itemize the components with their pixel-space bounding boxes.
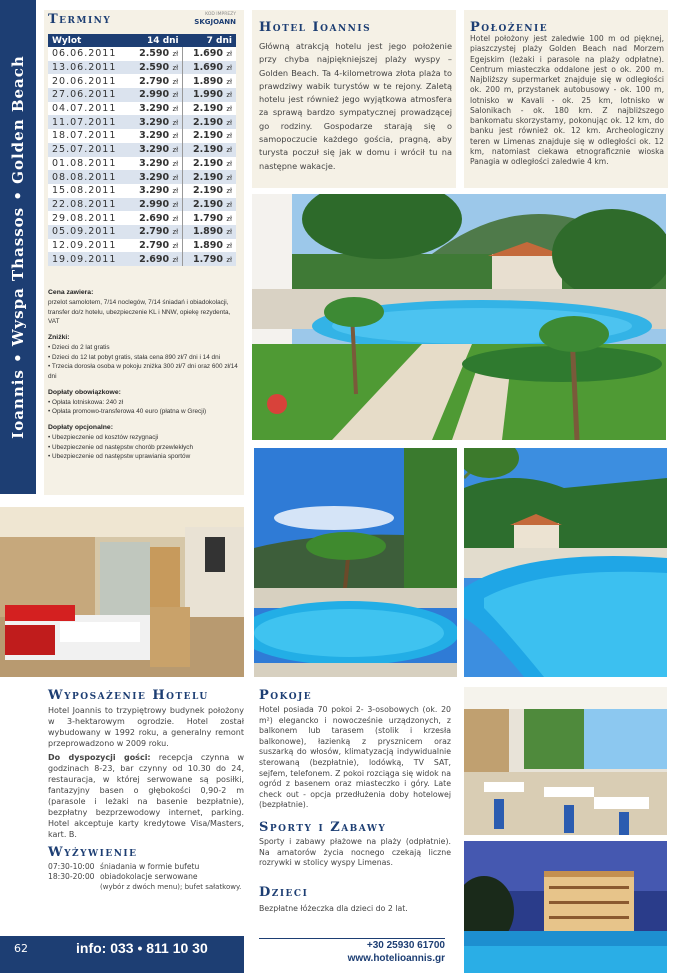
currency: zł	[172, 159, 179, 168]
price-7-cell	[183, 129, 236, 143]
currency: zł	[172, 91, 179, 100]
price-14-cell	[129, 184, 182, 198]
currency: zł	[226, 241, 232, 250]
price-7-cell	[183, 239, 236, 253]
departure-date: 12.09.2011	[52, 239, 117, 251]
table-row	[48, 184, 236, 198]
currency: zł	[226, 228, 232, 237]
price-7: 1.890	[192, 226, 224, 238]
page-number: 62	[14, 942, 28, 955]
wyposazenie-bold: Do dyspozycji gości:	[48, 753, 151, 763]
price-7-cell	[183, 88, 236, 102]
departure-date-cell	[48, 47, 129, 61]
wyposazenie-title: Wyposażenie Hotelu	[48, 688, 209, 703]
price-7: 1.690	[192, 48, 224, 60]
wyposazenie-p2: recepcja czynna w godzinach 8-23, bar czynny od 10.30 do 24, restauracja, w której serwowane są posiłki, fantazyjny basen o głębokości 0,90-2 m (parasole i leżaki na basenie bezpłatnie), bezpłatny bezprzewodowy internet, parking. Hotel akceptuje karty kredytowe Visa/Masters, kart. B.	[48, 753, 244, 840]
currency: zł	[172, 241, 179, 250]
currency: zł	[226, 159, 232, 168]
departure-date-cell	[48, 115, 129, 129]
price-14-cell	[129, 170, 182, 184]
hotel-text: Główną atrakcją hotelu jest jego położenie przy chyba najpiękniejszej plaży wyspy – Golden Beach. Ta 4-kilometrowa złota plaża to prawdziwy wabik turystów w te rejony. Zaletą hotelu jest również jego wyjątkowa atmosfera za sprawą bardzo sympatycznej prowadzącej go rodziny. Gospodarze starają się o samopoczucie każdego gościa, pragną, aby turysta poczuł się jak w domu i wrócił tu na następne wakacje.	[259, 41, 452, 171]
table-row	[48, 129, 236, 143]
list-item: • Opłata promowo-transferowa 40 euro (płatna w Grecji)	[48, 407, 242, 417]
price-14-cell	[129, 88, 182, 102]
list-item: • Trzecia dorosła osoba w pokoju zniżka 300 zł/7 dni oraz 600 zł/14 dni	[48, 362, 242, 381]
departure-date-cell	[48, 157, 129, 171]
code-label: KOD IMPREZY	[205, 12, 236, 17]
hotel-night-photo	[464, 841, 667, 973]
list-item: • Opłata lotniskowa: 240 zł	[48, 398, 242, 408]
price-14-cell	[129, 157, 182, 171]
currency: zł	[226, 255, 232, 264]
hotel-title: Hotel Ioannis	[259, 20, 372, 35]
price-14: 2.790	[139, 226, 170, 238]
table-row	[48, 225, 236, 239]
departure-date: 18.07.2011	[52, 130, 117, 142]
currency: zł	[172, 118, 179, 127]
table-row	[48, 211, 236, 225]
departure-date: 22.08.2011	[52, 198, 117, 210]
departure-date: 19.09.2011	[52, 253, 117, 265]
departure-date: 05.09.2011	[52, 226, 117, 238]
price-14-cell	[129, 61, 182, 75]
currency: zł	[226, 105, 232, 114]
footer-divider	[259, 938, 445, 939]
price-7-cell	[183, 211, 236, 225]
table-row	[48, 198, 236, 212]
departure-date: 27.06.2011	[52, 89, 117, 101]
price-7: 2.190	[192, 171, 224, 183]
code-value: SKGJOANN	[194, 18, 236, 26]
price-14: 2.690	[139, 212, 170, 224]
list-item: • Ubezpieczenie od kosztów rezygnacji	[48, 433, 242, 443]
price-14: 2.690	[139, 253, 170, 265]
table-row	[48, 115, 236, 129]
wyposazenie-p1: Hotel Joannis to trzypiętrowy budynek położony w 3-hektarowym ogrodzie. Hotel został wybudowany w 1992 roku, a generalny remont przeprowadzono w 2009 roku.	[48, 706, 244, 749]
currency: zł	[172, 214, 179, 223]
cena-title: Cena zawiera:	[48, 289, 94, 296]
price-notes	[48, 288, 242, 462]
price-7-cell	[183, 184, 236, 198]
price-7-cell	[183, 225, 236, 239]
pokoje-text: Hotel posiada 70 pokoi 2- 3-osobowych (ok. 20 m²) elegancko i nowocześnie urządzonych, z balkonem lub tarasem (stolik i krzesła balkonowe), łazienką z prysznicem oraz suszarką do włosów, klimatyzacją indywidualnie sterowaną (bezpłatnie), lodówką, TV SAT, sejfem, telefonem. Z pokoi rozciąga się widok na ogród z basenem oraz miasteczko i góry. Late check out - opcja przedłużenia doby hotelowej (bezpłatnie).	[259, 705, 451, 810]
price-7: 2.190	[192, 144, 224, 156]
price-14: 2.590	[139, 62, 170, 74]
currency: zł	[172, 187, 179, 196]
wyzywienie-title: Wyżywienie	[48, 845, 138, 860]
departure-date: 04.07.2011	[52, 103, 117, 115]
currency: zł	[172, 77, 179, 86]
currency: zł	[172, 50, 179, 59]
dzieci-text: Bezpłatne łóżeczka dla dzieci do 2 lat.	[259, 904, 408, 913]
meal-note: (wybór z dwóch menu); bufet sałatkowy.	[100, 882, 242, 891]
price-7: 2.190	[192, 103, 224, 115]
currency: zł	[226, 173, 232, 182]
hotel-website[interactable]: www.hotelioannis.gr	[347, 953, 445, 964]
price-14-cell	[129, 129, 182, 143]
price-14-cell	[129, 198, 182, 212]
price-14-cell	[129, 74, 182, 88]
price-7-cell	[183, 198, 236, 212]
currency: zł	[226, 77, 232, 86]
departure-date-cell	[48, 129, 129, 143]
sidebar-title: Ioannis • Wyspa Thassos • Golden Beach	[9, 55, 27, 439]
price-7: 1.690	[192, 62, 224, 74]
currency: zł	[226, 50, 232, 59]
cena-text: przelot samolotem, 7/14 noclegów, 7/14 śniadań i obiadokolacji, transfer do/z hotelu, ubezpieczenie KL i NNW, opiekę rezydenta, VAT	[48, 299, 231, 326]
price-7-cell	[183, 143, 236, 157]
price-7-cell	[183, 115, 236, 129]
sporty-text: Sporty i zabawy płażowe na plaży (odpłatnie). Na amatorów życia nocnego czekają liczne rozrywki w stolicy wyspy Limenas.	[259, 837, 451, 868]
departure-date: 29.08.2011	[52, 212, 117, 224]
departure-date: 11.07.2011	[52, 116, 117, 128]
table-row	[48, 143, 236, 157]
sporty-title: Sporty i Zabawy	[259, 820, 387, 835]
currency: zł	[226, 64, 232, 73]
price-14: 3.290	[139, 130, 170, 142]
price-7-cell	[183, 47, 236, 61]
departure-date-cell	[48, 88, 129, 102]
table-row	[48, 239, 236, 253]
table-row	[48, 47, 236, 61]
col-7dni: 7 dni	[183, 34, 236, 47]
price-14: 3.290	[139, 185, 170, 197]
restaurant-photo	[464, 687, 667, 835]
departure-date-cell	[48, 102, 129, 116]
price-14-cell	[129, 143, 182, 157]
price-14: 3.290	[139, 157, 170, 169]
pool-palms-photo	[254, 448, 457, 677]
currency: zł	[226, 132, 232, 141]
departure-date: 01.08.2011	[52, 157, 117, 169]
price-7-cell	[183, 157, 236, 171]
departure-date-cell	[48, 211, 129, 225]
departure-date-cell	[48, 170, 129, 184]
currency: zł	[172, 64, 179, 73]
price-7: 1.990	[192, 89, 224, 101]
currency: zł	[226, 200, 232, 209]
price-14-cell	[129, 47, 182, 61]
meal-desc: śniadania w formie bufetu	[100, 862, 200, 871]
wyzywienie-list	[48, 862, 244, 892]
currency: zł	[172, 228, 179, 237]
table-row	[48, 88, 236, 102]
departure-date: 20.06.2011	[52, 75, 117, 87]
hotel-phone: +30 25930 61700	[366, 940, 445, 951]
terminy-title: Terminy	[48, 12, 112, 27]
list-item: • Ubezpieczenie od następstw uprawiania sportów	[48, 452, 242, 462]
price-14: 2.590	[139, 48, 170, 60]
departure-date-cell	[48, 143, 129, 157]
price-14: 3.290	[139, 144, 170, 156]
col-wylot: Wylot	[48, 34, 129, 47]
price-14: 3.290	[139, 103, 170, 115]
price-14-cell	[129, 239, 182, 253]
polozenie-title: Położenie	[470, 20, 549, 35]
departure-date-cell	[48, 198, 129, 212]
price-14: 2.790	[139, 239, 170, 251]
currency: zł	[226, 214, 232, 223]
currency: zł	[172, 200, 179, 209]
price-14: 2.990	[139, 89, 170, 101]
currency: zł	[172, 105, 179, 114]
price-table	[48, 34, 236, 266]
currency: zł	[226, 91, 232, 100]
price-14-cell	[129, 211, 182, 225]
price-7-cell	[183, 74, 236, 88]
table-row	[48, 157, 236, 171]
price-7: 2.190	[192, 130, 224, 142]
departure-date: 06.06.2011	[52, 48, 117, 60]
list-item: • Dzieci do 12 lat pobyt gratis, stała cena 890 zł/7 dni i 14 dni	[48, 353, 242, 363]
table-row	[48, 102, 236, 116]
price-14-cell	[129, 102, 182, 116]
price-7: 2.190	[192, 116, 224, 128]
info-phone: info: 033 • 811 10 30	[76, 940, 208, 956]
departure-date-cell	[48, 252, 129, 266]
doplaty-opc-title: Dopłaty opcjonalne:	[48, 424, 113, 432]
price-7: 1.790	[192, 253, 224, 265]
price-7-cell	[183, 170, 236, 184]
table-row	[48, 170, 236, 184]
price-14-cell	[129, 252, 182, 266]
table-row	[48, 74, 236, 88]
currency: zł	[172, 132, 179, 141]
currency: zł	[172, 173, 179, 182]
price-7: 2.190	[192, 198, 224, 210]
price-14: 3.290	[139, 116, 170, 128]
departure-date: 15.08.2011	[52, 185, 117, 197]
price-7: 1.890	[192, 75, 224, 87]
price-7-cell	[183, 252, 236, 266]
departure-date-cell	[48, 225, 129, 239]
price-14: 2.790	[139, 75, 170, 87]
znizki-title: Zniżki:	[48, 334, 70, 342]
price-14-cell	[129, 115, 182, 129]
pokoje-title: Pokoje	[259, 688, 313, 703]
price-7-cell	[183, 61, 236, 75]
meal-time: 18:30-20:00	[48, 872, 95, 882]
departure-date: 13.06.2011	[52, 62, 117, 74]
price-7: 2.190	[192, 185, 224, 197]
currency: zł	[226, 187, 232, 196]
departure-date-cell	[48, 61, 129, 75]
currency: zł	[172, 255, 179, 264]
dzieci-title: Dzieci	[259, 885, 309, 900]
table-row	[48, 61, 236, 75]
price-14: 3.290	[139, 171, 170, 183]
hotel-room-photo	[0, 507, 244, 677]
pool-curve-photo	[464, 448, 667, 677]
polozenie-text: Hotel położony jest zaledwie 100 m od pięknej, piaszczystej plaży Golden Beach nad Morzem Egejskim (leżaki i parasole na plaży odpłatne). Centrum miasteczka oddalone jest o ok. 200 m. Najbliższy supermarket znajduje się w odległości ok. 200 m, przystanek autobusowy - ok. 100 m, lotnisko w Kavali - ok. 25 km, lotnisko w Salonikach - ok. 180 km. Z najbliższego bankomatu skorzystamy, pokonując ok. 12 km, do banku jest również ok. 12 km. Archeologiczny teren w Limenas znajduje się w odległości ok. 12 km, natomiast ciekawa etnograficznie wioska Panagia w odległości zaledwie 4 km.	[470, 34, 664, 166]
price-7: 1.890	[192, 239, 224, 251]
sidebar-band	[0, 0, 36, 494]
price-14: 2.990	[139, 198, 170, 210]
table-row	[48, 252, 236, 266]
price-7: 1.790	[192, 212, 224, 224]
currency: zł	[226, 146, 232, 155]
price-14-cell	[129, 225, 182, 239]
doplaty-obow-title: Dopłaty obowiązkowe:	[48, 388, 121, 396]
list-item	[48, 862, 244, 872]
wyposazenie-text	[48, 705, 244, 840]
col-14dni: 14 dni	[129, 34, 182, 47]
pool-garden-photo	[252, 194, 666, 440]
departure-date-cell	[48, 184, 129, 198]
list-item: • Ubezpieczenie od następstw chorób przewlekłych	[48, 443, 242, 453]
currency: zł	[226, 118, 232, 127]
list-item: • Dzieci do 2 lat gratis	[48, 343, 242, 353]
departure-date-cell	[48, 239, 129, 253]
meal-time: 07:30-10:00	[48, 862, 95, 871]
list-item	[48, 872, 244, 882]
departure-date: 25.07.2011	[52, 144, 117, 156]
departure-date-cell	[48, 74, 129, 88]
meal-desc: obiadokolacje serwowane	[100, 872, 198, 882]
price-7-cell	[183, 102, 236, 116]
currency: zł	[172, 146, 179, 155]
price-7: 2.190	[192, 157, 224, 169]
departure-date: 08.08.2011	[52, 171, 117, 183]
